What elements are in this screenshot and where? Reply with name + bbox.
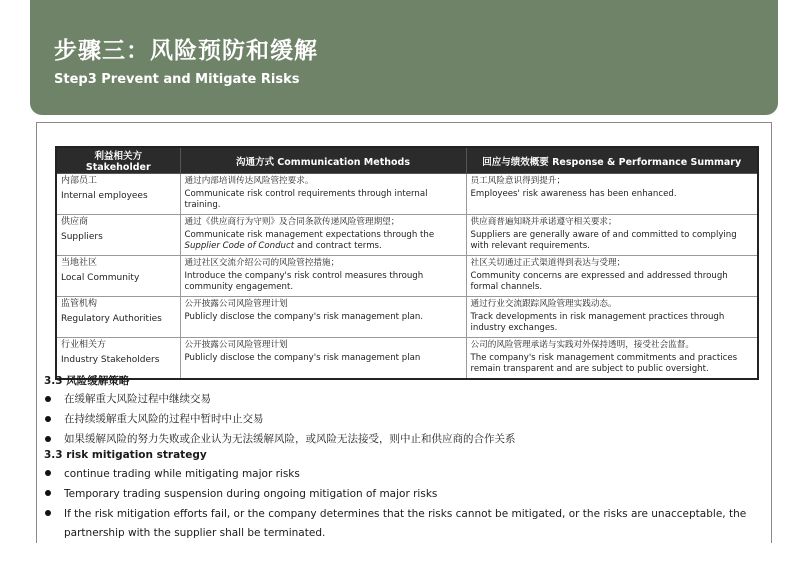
method-text-zh: 通过《供应商行为守则》及合同条款传递风险管理期望； [184, 217, 400, 227]
method-text-en [185, 230, 462, 252]
method-text-en: Publicly disclose the company's risk management plan [184, 353, 421, 363]
page-header-banner [30, 0, 778, 115]
list-item [44, 465, 764, 484]
stakeholder-name-zh: 行业相关方 [61, 340, 107, 350]
strategy-title-en: 3.3 risk mitigation strategy [44, 449, 207, 461]
response-text-zh: 公司的风险管理承诺与实践对外保持透明，接受社会监督。 [470, 340, 694, 350]
page-title-zh: 步骤三：风险预防和缓解 [54, 38, 318, 64]
response-text-en: Track developments in risk management practices through industry exchanges. [470, 312, 725, 333]
strategy-section-en [44, 449, 764, 543]
method-text-en-pre: Communicate risk management expectations through the [184, 230, 435, 240]
page-title-en: Step3 Prevent and Mitigate Risks [54, 72, 300, 87]
column-header-response: 回应与绩效概要 Response & Performance Summary [466, 147, 758, 174]
method-text-en: Introduce the company's risk control measures through community engagement. [184, 271, 424, 292]
stakeholder-cell [56, 215, 180, 256]
bullet-icon [45, 510, 51, 516]
strategy-section-zh [44, 373, 764, 451]
stakeholder-name-zh: 供应商 [61, 217, 89, 227]
list-item [44, 431, 764, 451]
stakeholder-cell [56, 297, 180, 338]
stakeholder-name-en: Suppliers [61, 232, 103, 242]
strategy-title-zh: 3.3 风险缓解策略 [44, 375, 130, 387]
bullet-icon [45, 470, 51, 476]
bullet-icon [45, 416, 51, 422]
table-row [56, 215, 758, 256]
response-cell [466, 215, 758, 256]
response-text-en: Suppliers are generally aware of and committed to complying with relevant requirements. [470, 230, 737, 251]
table-row [56, 297, 758, 338]
method-text-zh: 公开披露公司风险管理计划 [184, 340, 288, 350]
stakeholder-table [55, 146, 759, 380]
method-cell [180, 297, 466, 338]
response-cell [466, 174, 758, 215]
response-text-en: Employees' risk awareness has been enhanced. [470, 189, 677, 199]
content-frame [36, 122, 772, 543]
method-cell [180, 256, 466, 297]
list-item [44, 485, 764, 504]
stakeholder-name-zh: 监管机构 [61, 299, 98, 309]
method-text-en: Publicly disclose the company's risk management plan. [184, 312, 424, 322]
response-cell [466, 297, 758, 338]
bullet-icon [45, 436, 51, 442]
list-item [44, 391, 764, 411]
stakeholder-name-zh: 当地社区 [61, 258, 98, 268]
list-item [44, 411, 764, 431]
response-text-zh: 通过行业交流跟踪风险管理实践动态。 [470, 299, 617, 309]
stakeholder-name-en: Industry Stakeholders [61, 355, 160, 365]
strategy-list-zh [44, 391, 764, 451]
method-text-en-post: and contract terms. [294, 241, 382, 251]
method-text-zh: 通过社区交流介绍公司的风险管控措施； [184, 258, 340, 268]
bullet-icon [45, 490, 51, 496]
strategy-list-en [44, 465, 764, 543]
list-item [44, 505, 764, 543]
response-cell [466, 256, 758, 297]
stakeholder-cell [56, 256, 180, 297]
response-text-en: Community concerns are expressed and addressed through formal channels. [470, 271, 728, 292]
list-item-text: 在持续缓解重大风险的过程中暂时中止交易 [64, 413, 264, 425]
list-item-text: continue trading while mitigating major risks [64, 468, 300, 480]
response-text-zh: 社区关切通过正式渠道得到表达与受理； [470, 258, 626, 268]
stakeholder-name-en: Internal employees [61, 191, 148, 201]
list-item-text: If the risk mitigation efforts fail, or the company determines that the risks cannot be mitigated, or the risks are unacceptable, the partnership with the supplier shall be terminated. [64, 508, 747, 539]
stakeholder-name-en: Regulatory Authorities [61, 314, 162, 324]
response-text-zh: 员工风险意识得到提升； [470, 176, 566, 186]
stakeholder-name-en: Local Community [61, 273, 140, 283]
table-header-row [56, 147, 758, 174]
bullet-icon [45, 396, 51, 402]
stakeholder-name-zh: 内部员工 [61, 176, 98, 186]
stakeholder-cell [56, 174, 180, 215]
method-text-zh: 通过内部培训传达风险管控要求。 [184, 176, 314, 186]
list-item-text: 在缓解重大风险过程中继续交易 [64, 393, 211, 405]
list-item-text: 如果缓解风险的努力失败或企业认为无法缓解风险，或风险无法接受，则中止和供应商的合作关系 [64, 433, 516, 445]
response-text-zh: 供应商普遍知晓并承诺遵守相关要求； [470, 217, 617, 227]
table-row [56, 174, 758, 215]
method-text-zh: 公开披露公司风险管理计划 [184, 299, 288, 309]
column-header-methods: 沟通方式 Communication Methods [180, 147, 466, 174]
method-cell [180, 174, 466, 215]
response-text-en: The company's risk management commitments and practices remain transparent and are subject to public oversight. [470, 353, 738, 374]
table-row [56, 256, 758, 297]
method-text-en: Communicate risk control requirements through internal training. [184, 189, 428, 210]
method-cell [180, 215, 466, 256]
list-item-text: Temporary trading suspension during ongoing mitigation of major risks [64, 488, 438, 500]
column-header-stakeholder: 利益相关方 Stakeholder [56, 147, 180, 174]
supplier-code-title: Supplier Code of Conduct [184, 241, 295, 251]
